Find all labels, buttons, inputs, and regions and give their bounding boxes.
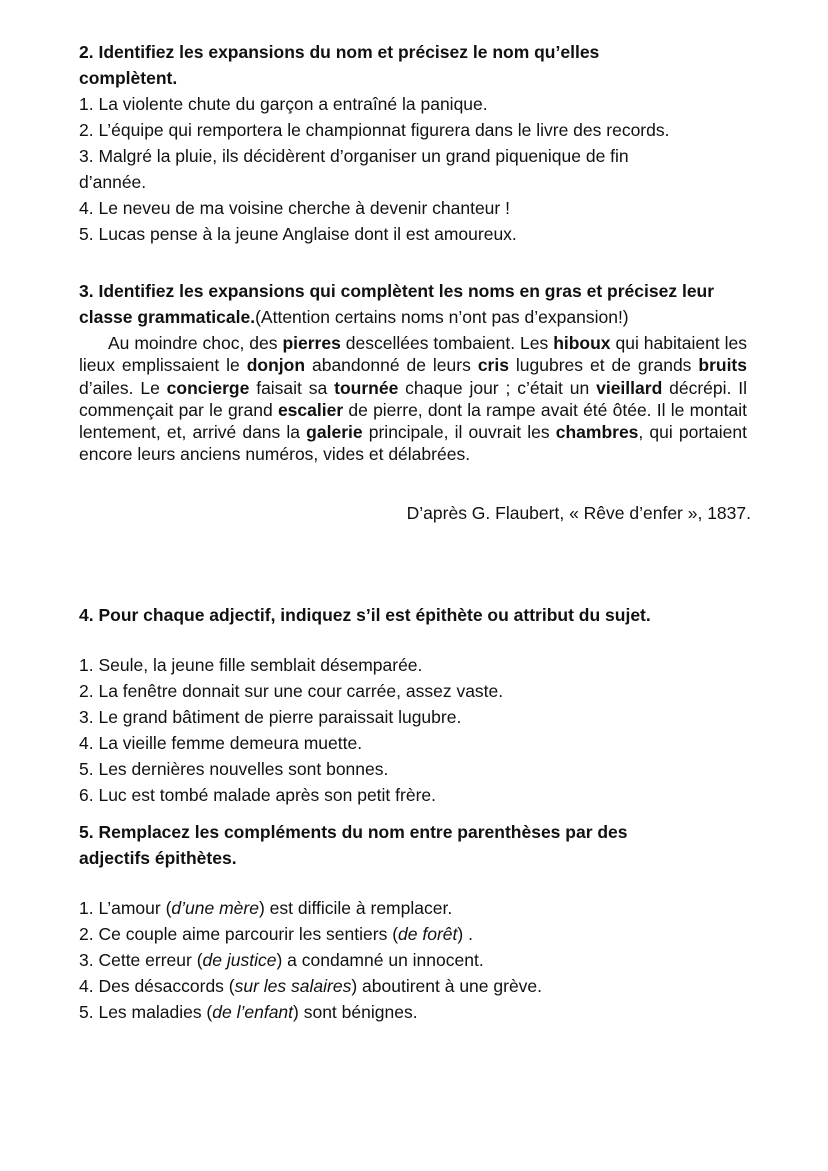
exercise-4-item-5: 5. Les dernières nouvelles sont bonnes. bbox=[79, 759, 389, 779]
exercise-5-list bbox=[79, 895, 699, 1025]
flaubert-excerpt: Au moindre choc, des pierres descellées tombaient. Les hiboux qui habitaient les lieux emplissaient le donjon abandonné de leurs cris lugubres et de grands bruits d’ailes. Le concierge faisait sa tournée chaque jour ; c’était un vieillard décrépi. Il commençait par le grand escalier de pierre, dont la rampe avait été ôtée. Il le montait lentement, et, arrivé dans la galerie principale, il ouvrait les chambres, qui portaient encore leurs anciens numéros, vides et délabrées. bbox=[79, 333, 748, 465]
exercise-5 bbox=[79, 819, 699, 1025]
exercise-3-note: (Attention certains noms n’ont pas d’expansion!) bbox=[255, 307, 629, 327]
bold-noun: vieillard bbox=[596, 377, 663, 398]
exercise-5-item-3: 3. Cette erreur (de justice) a condamné un innocent. bbox=[79, 950, 484, 970]
bold-noun: donjon bbox=[246, 355, 306, 376]
exercise-2-item-3: 3. Malgré la pluie, ils décidèrent d’organiser un grand piquenique de fin d’année. bbox=[79, 146, 629, 192]
exercise-2-title: 2. Identifiez les expansions du nom et précisez le nom qu’elles complètent. bbox=[79, 42, 600, 88]
exercise-4 bbox=[79, 602, 751, 808]
exercise-3-title: 3. Identifiez les expansions qui complètent les noms en gras et précisez leur classe grammaticale. bbox=[79, 281, 715, 327]
exercise-2-item-4: 4. Le neveu de ma voisine cherche à devenir chanteur ! bbox=[79, 198, 510, 218]
exercise-5-title: 5. Remplacez les compléments du nom entre parenthèses par des adjectifs épithètes. bbox=[79, 822, 628, 868]
bold-noun: chambres bbox=[555, 422, 639, 443]
bold-noun: tournée bbox=[334, 377, 399, 398]
bold-noun: cris bbox=[477, 355, 509, 376]
exercise-2 bbox=[79, 39, 669, 247]
exercise-4-item-2: 2. La fenêtre donnait sur une cour carrée, assez vaste. bbox=[79, 681, 504, 701]
bold-noun: pierres bbox=[282, 333, 341, 353]
exercise-5-item-5: 5. Les maladies (de l’enfant) sont bénignes. bbox=[79, 1002, 418, 1022]
exercise-4-item-3: 3. Le grand bâtiment de pierre paraissait lugubre. bbox=[79, 707, 462, 727]
exercise-5-item-1: 1. L’amour (d’une mère) est difficile à remplacer. bbox=[79, 898, 453, 918]
exercise-4-title: 4. Pour chaque adjectif, indiquez s’il est épithète ou attribut du sujet. bbox=[79, 605, 651, 625]
exercise-4-item-4: 4. La vieille femme demeura muette. bbox=[79, 733, 363, 753]
exercise-2-item-2: 2. L’équipe qui remportera le championnat figurera dans le livre des records. bbox=[79, 120, 670, 140]
bold-noun: concierge bbox=[166, 377, 250, 398]
bold-noun: hiboux bbox=[553, 333, 611, 353]
excerpt-attribution: D’après G. Flaubert, « Rêve d’enfer », 1837. bbox=[406, 502, 751, 523]
exercise-4-list bbox=[79, 652, 751, 808]
bold-noun: galerie bbox=[306, 422, 363, 443]
exercise-5-item-4: 4. Des désaccords (sur les salaires) aboutirent à une grève. bbox=[79, 976, 543, 996]
exercise-4-item-6: 6. Luc est tombé malade après son petit frère. bbox=[79, 785, 436, 805]
exercise-4-item-1: 1. Seule, la jeune fille semblait désemparée. bbox=[79, 655, 423, 675]
exercise-3 bbox=[79, 278, 751, 524]
bold-noun: bruits bbox=[698, 355, 747, 376]
exercise-2-item-1: 1. La violente chute du garçon a entraîné la panique. bbox=[79, 94, 488, 114]
bold-noun: escalier bbox=[277, 399, 344, 420]
exercise-2-item-5: 5. Lucas pense à la jeune Anglaise dont il est amoureux. bbox=[79, 224, 517, 244]
exercise-5-item-2: 2. Ce couple aime parcourir les sentiers (de forêt) . bbox=[79, 924, 473, 944]
exercise-3-heading bbox=[79, 278, 747, 330]
